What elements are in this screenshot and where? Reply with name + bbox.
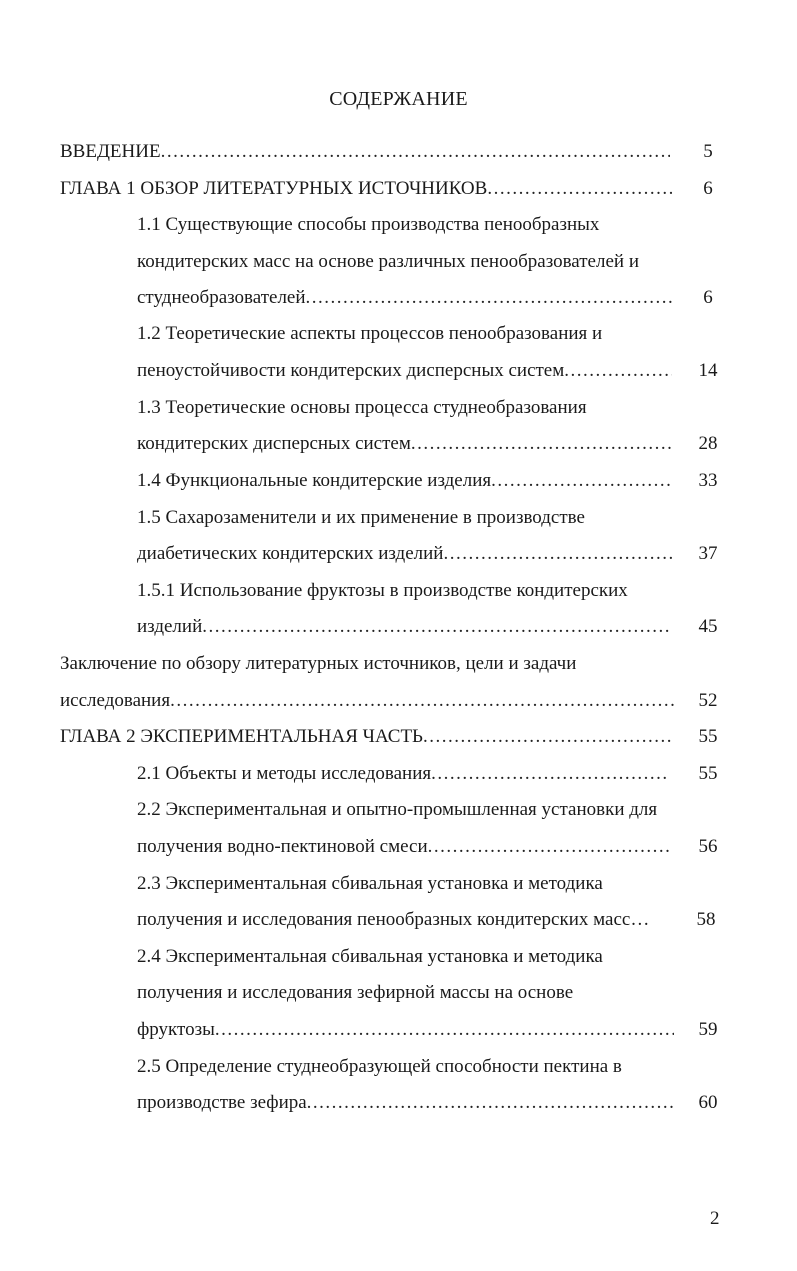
toc-entry-text: фруктозы bbox=[137, 1019, 215, 1040]
toc-entry-2-4-line-1[interactable]: 2.4 Экспериментальная сбивальная установка и методика bbox=[137, 946, 603, 967]
toc-entry-2-3-line-2[interactable]: получения и исследования пенообразных кондитерских масс… bbox=[137, 909, 650, 930]
toc-page-number: 37 bbox=[698, 543, 718, 564]
toc-entry-chapter-2[interactable] bbox=[60, 723, 672, 751]
toc-leader-dots bbox=[491, 467, 672, 495]
toc-page-number: 58 bbox=[696, 909, 716, 930]
toc-entry-1-1-line-1[interactable]: 1.1 Существующие способы производства пенообразных bbox=[137, 214, 600, 235]
toc-entry-2-4-line-2[interactable]: получения и исследования зефирной массы на основе bbox=[137, 982, 574, 1003]
toc-page-number: 5 bbox=[703, 141, 713, 162]
toc-entry-1-1-line-2[interactable]: кондитерских масс на основе различных пенообразователей и bbox=[137, 251, 639, 272]
toc-entry-1-5-1-line-2[interactable] bbox=[137, 613, 672, 641]
toc-entry-2-1[interactable] bbox=[137, 760, 667, 788]
page-title: СОДЕРЖАНИЕ bbox=[329, 88, 468, 110]
toc-leader-dots bbox=[428, 833, 670, 861]
toc-page-number: 59 bbox=[698, 1019, 718, 1040]
toc-entry-1-5-line-2[interactable] bbox=[137, 540, 672, 568]
toc-entry-conclusion-line-2[interactable] bbox=[60, 687, 674, 715]
toc-page-number: 33 bbox=[698, 470, 718, 491]
toc-entry-2-5-line-1[interactable]: 2.5 Определение студнеобразующей способности пектина в bbox=[137, 1056, 622, 1077]
toc-page-number: 28 bbox=[698, 433, 718, 454]
toc-leader-dots bbox=[306, 284, 672, 312]
toc-page-number: 56 bbox=[698, 836, 718, 857]
toc-page-number: 55 bbox=[698, 763, 718, 784]
toc-entry-2-4-line-3[interactable] bbox=[137, 1016, 674, 1044]
toc-entry-1-5-1-line-1[interactable]: 1.5.1 Использование фруктозы в производстве кондитерских bbox=[137, 580, 628, 601]
toc-entry-introduction[interactable] bbox=[60, 138, 670, 166]
toc-entry-text: ВВЕДЕНИЕ bbox=[60, 141, 161, 162]
toc-entry-text: получения водно-пектиновой смеси bbox=[137, 836, 428, 857]
toc-entry-conclusion-line-1[interactable]: Заключение по обзору литературных источников, цели и задачи bbox=[60, 653, 577, 674]
toc-entry-1-5-line-1[interactable]: 1.5 Сахарозаменители и их применение в производстве bbox=[137, 507, 585, 528]
toc-page-number: 14 bbox=[698, 360, 718, 381]
toc-entry-1-2-line-2[interactable] bbox=[137, 357, 672, 385]
toc-entry-text: ГЛАВА 1 ОБЗОР ЛИТЕРАТУРНЫХ ИСТОЧНИКОВ bbox=[60, 178, 488, 199]
toc-entry-2-5-line-2[interactable] bbox=[137, 1089, 674, 1117]
footer-page-number: 2 bbox=[710, 1208, 720, 1229]
toc-leader-dots bbox=[161, 138, 670, 166]
toc-leader-dots bbox=[215, 1016, 674, 1044]
toc-page-number: 60 bbox=[698, 1092, 718, 1113]
toc-page-number: 55 bbox=[698, 726, 718, 747]
toc-entry-2-2-line-1[interactable]: 2.2 Экспериментальная и опытно-промышленная установки для bbox=[137, 799, 658, 820]
toc-entry-text: пеноустойчивости кондитерских дисперсных систем bbox=[137, 360, 565, 381]
toc-entry-text: ГЛАВА 2 ЭКСПЕРИМЕНТАЛЬНАЯ ЧАСТЬ bbox=[60, 726, 423, 747]
toc-entry-text: студнеобразователей bbox=[137, 287, 306, 308]
toc-entry-1-3-line-2[interactable] bbox=[137, 430, 672, 458]
toc-page-number: 6 bbox=[703, 287, 713, 308]
toc-leader-dots bbox=[564, 357, 672, 385]
toc-leader-dots bbox=[411, 430, 672, 458]
toc-leader-dots bbox=[170, 687, 674, 715]
toc-entry-text: исследования bbox=[60, 690, 171, 711]
toc-leader-dots bbox=[443, 540, 672, 568]
toc-entry-2-3-line-1[interactable]: 2.3 Экспериментальная сбивальная установка и методика bbox=[137, 873, 603, 894]
toc-leader-dots bbox=[487, 175, 672, 203]
toc-entry-text: производстве зефира bbox=[137, 1092, 307, 1113]
toc-leader-dots bbox=[423, 723, 672, 751]
toc-entry-text: 1.4 Функциональные кондитерские изделия bbox=[137, 470, 492, 491]
toc-leader-dots bbox=[202, 613, 672, 641]
toc-entry-text: 2.1 Объекты и методы исследования bbox=[137, 763, 432, 784]
toc-entry-1-4[interactable] bbox=[137, 467, 672, 495]
toc-entry-chapter-1[interactable] bbox=[60, 175, 672, 203]
toc-entry-1-3-line-1[interactable]: 1.3 Теоретические основы процесса студнеобразования bbox=[137, 397, 587, 418]
toc-leader-dots bbox=[307, 1089, 674, 1117]
toc-page-number: 6 bbox=[703, 178, 713, 199]
toc-page-number: 45 bbox=[698, 616, 718, 637]
toc-page-number: 52 bbox=[698, 690, 718, 711]
toc-entry-1-2-line-1[interactable]: 1.2 Теоретические аспекты процессов пенообразования и bbox=[137, 323, 603, 344]
toc-leader-dots bbox=[431, 760, 667, 788]
toc-entry-text: изделий bbox=[137, 616, 203, 637]
toc-entry-text: кондитерских дисперсных систем bbox=[137, 433, 411, 454]
toc-entry-text: диабетических кондитерских изделий bbox=[137, 543, 444, 564]
toc-entry-1-1-line-3[interactable] bbox=[137, 284, 672, 312]
toc-entry-2-2-line-2[interactable] bbox=[137, 833, 670, 861]
